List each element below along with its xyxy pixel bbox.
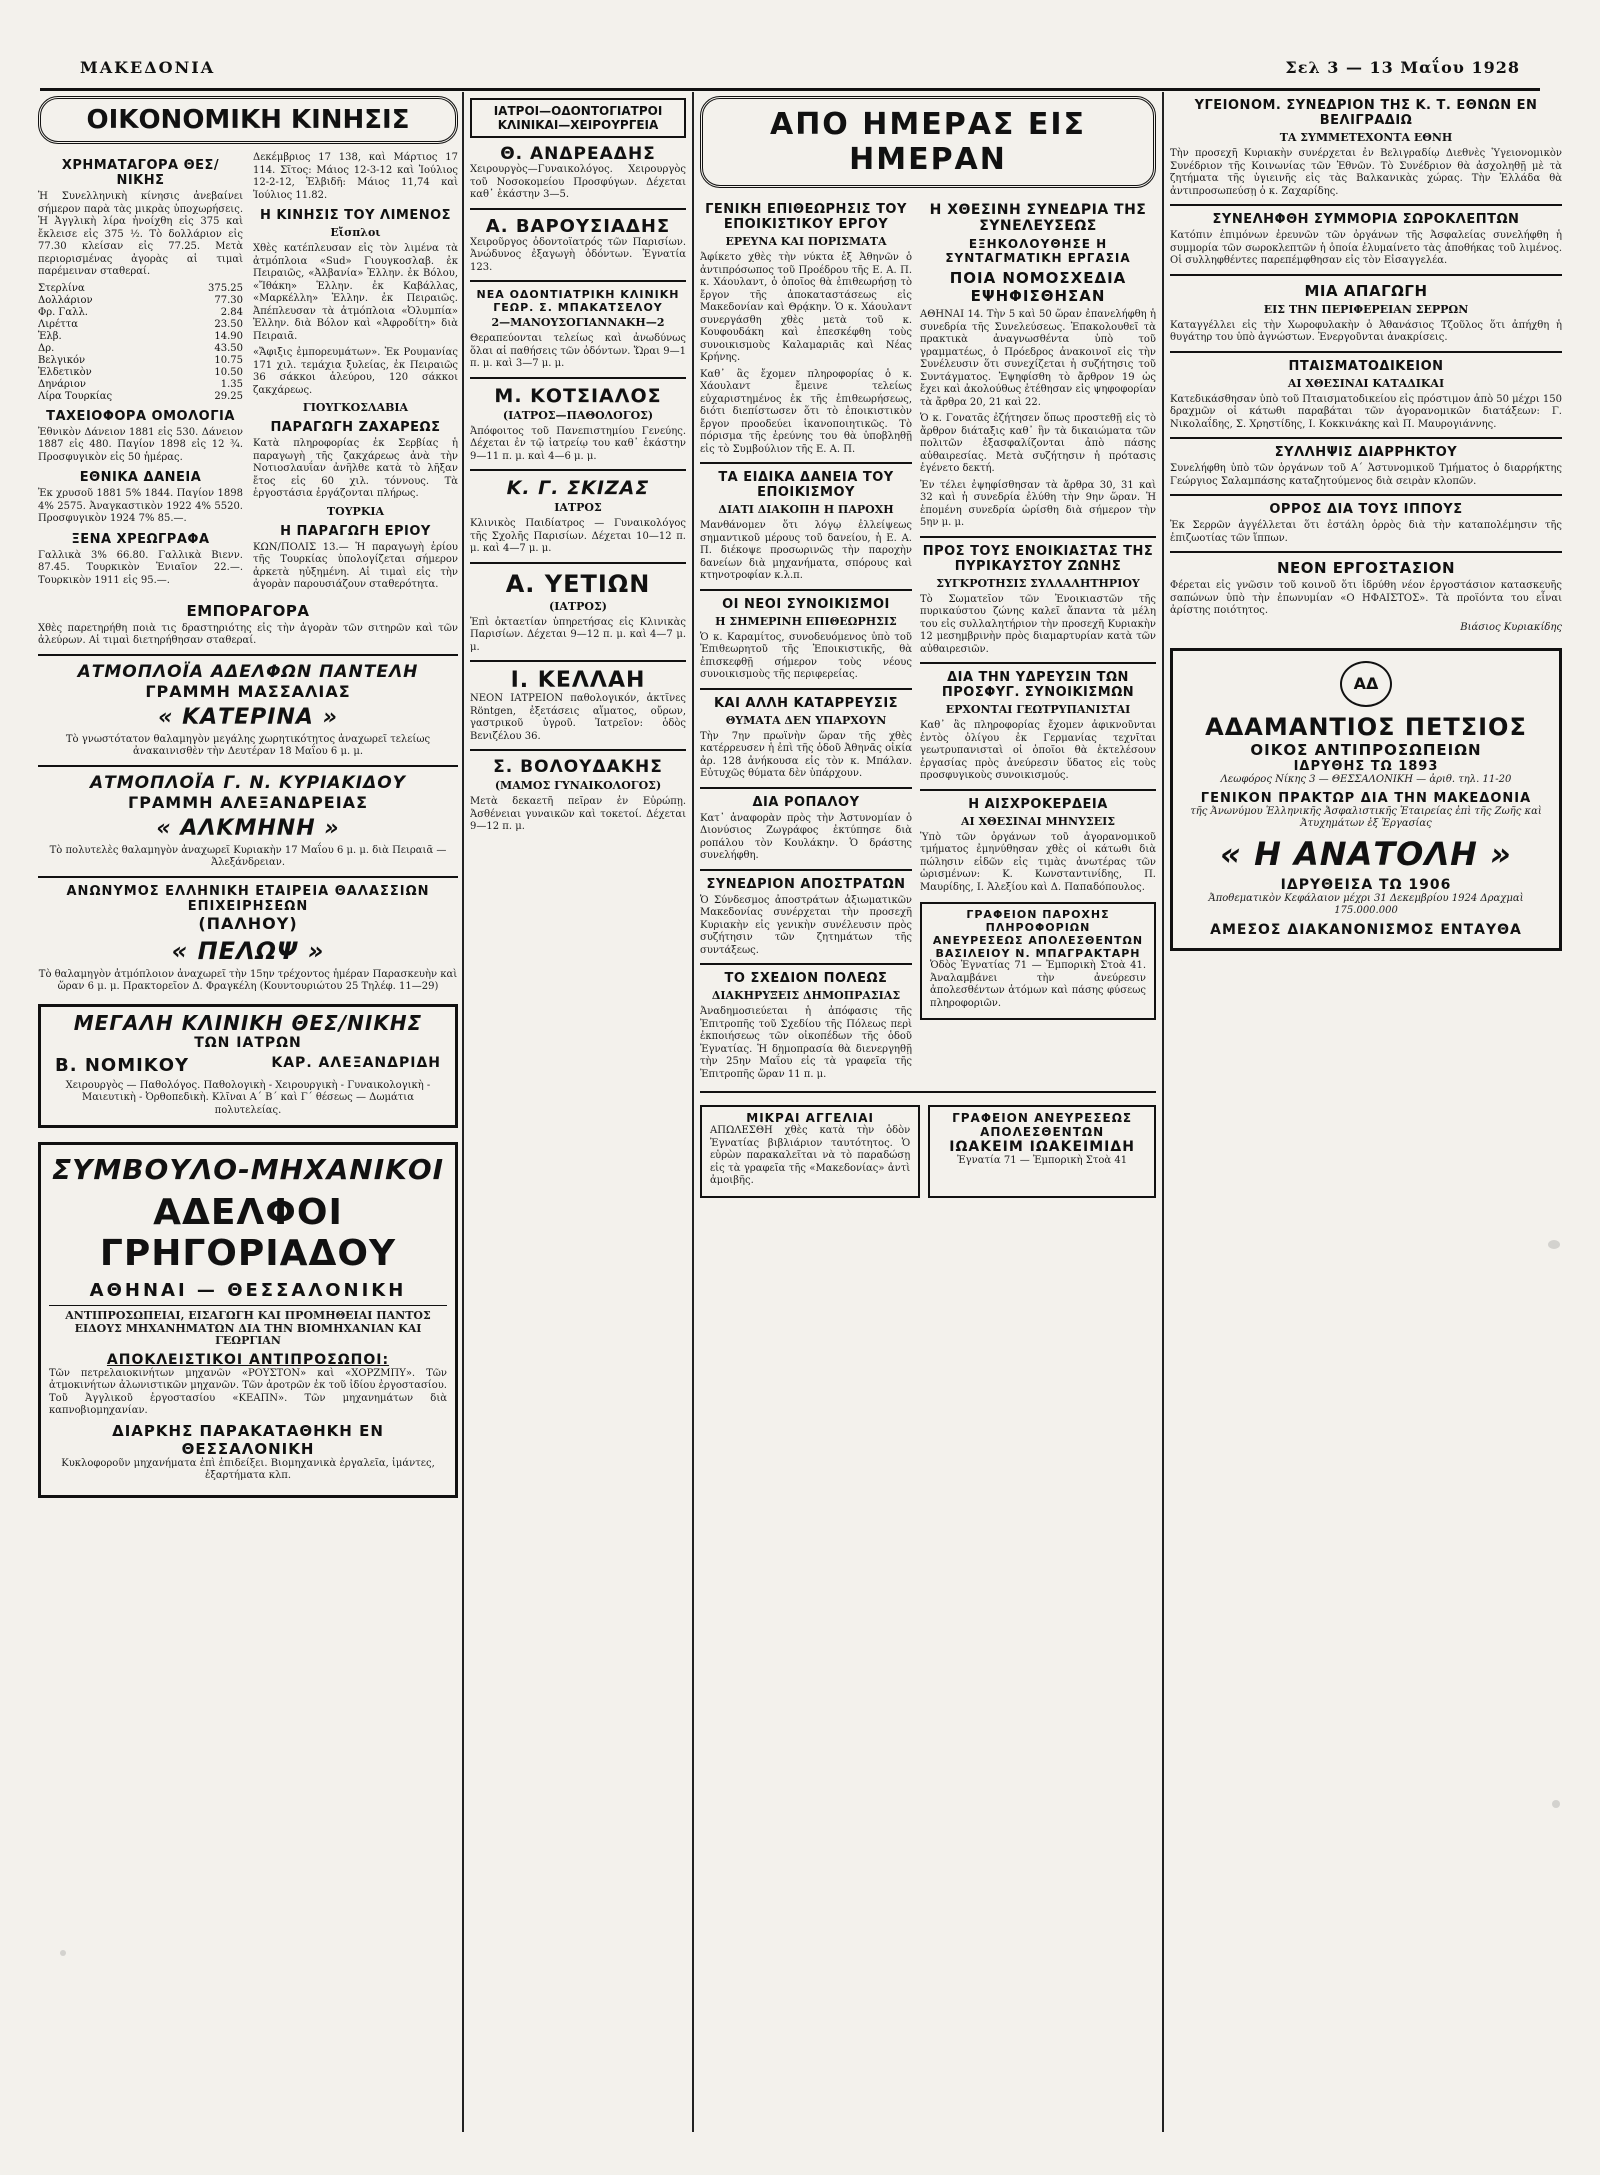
article-4-text: Τὴν 7ην πρωϊνὴν ὥραν τῆς χθὲς κατέρρευσεν ἡ ἐπὶ τῆς ὁδοῦ Ἀθηνᾶς οἰκία ἀρ. 128 ἀνήκουσα εἰς τὸν κ. Μπάλαν. Εὐτυχῶς θύματα δὲν ὑπάρχουν. — [700, 730, 912, 779]
article-3-text: Ὁ κ. Καραμίτος, συνοδευόμενος ὑπὸ τοῦ Ἐπιθεωρητοῦ τῆς Ἐποικιστικῆς, θὰ ἐπισκεφθῇ σήμερον τοὺς νέους συνοικισμοὺς τῆς περιφερείας. — [700, 631, 912, 680]
doctor-8-title: (ΜΑΜΟΣ ΓΥΝΑΙΚΟΛΟΓΟΣ) — [494, 779, 662, 792]
article-14-headline: ΜΙΑ ΑΠΑΓΩΓΗ — [1304, 281, 1428, 300]
insurance-capital: Ἀποθεματικὸν Κεφάλαιον μέχρι 31 Δεκεμβρίου 1924 Δραχμαὶ 175.000.000 — [1208, 892, 1524, 916]
engineers-title: ΣΥΜΒΟΥΛΟ-ΜΗΧΑΝΙΚΟΙ — [51, 1153, 445, 1186]
rate-row — [38, 379, 243, 391]
scan-speck — [1552, 1800, 1560, 1808]
office-ad-text: Ὁδὸς Ἐγνατίας 71 — Ἐμπορικὴ Στοὰ 41. Ἀναλαμβάνει τὴν ἀνεύρεσιν ἀπολεσθέντων ἀτόμων καὶ πάσης φύσεως πληροφοριῶν. — [930, 960, 1146, 1009]
insurance-ad-founded: ΙΔΡΥΘΗΣ ΤΩ 1893 — [1293, 759, 1439, 774]
commerce-text: Χθὲς παρετηρήθη ποιὰ τις δραστηριότης εἰς τὴν ἀγορὰν τῶν σιτηρῶν καὶ τῶν ἀλεύρων. Αἱ τιμαὶ διετηρήθησαν σταθεραί. — [38, 622, 458, 646]
article-1-text-2: Καθ᾿ ἃς ἔχομεν πληροφορίας ὁ κ. Χάουλαντ ἔμεινε τελείως εὐχαριστημένος ἐκ τῆς ἐπιθεωρήσεως, διότι διεπίστωσεν ὅτι τὸ ἐποικιστικὸν ἔργον προοδεύει ἱκανοποιητικῶς. Τὸ πόρισμα τῆς ἐρεύνης του θὰ ὑποβληθῇ εἰς τὸ Συμβούλιον τῆς Ε. Α. Π. — [700, 368, 912, 455]
article-9-text: Τὸ Σωματεῖον τῶν Ἐνοικιαστῶν τῆς πυρικαύστου ζώνης καλεῖ ἅπαντα τὰ μέλη του εἰς συλλαλητήριον τὴν προσεχῆ Κυριακὴν 12 μεσημβρινὴν πρὸς διαμαρτυρίαν κατὰ τῶν αὐθαιρεσιῶν. — [920, 593, 1156, 655]
loans-text: Ἐκ χρυσοῦ 1881 5% 1844. Παγίον 1898 4% 2575. Ἀναγκαστικὸν 1922 4% 5520. Προσφυγικὸν 1924 7% 85.—. — [38, 488, 243, 524]
clinic-doctor-1: Β. ΝΟΜΙΚΟΥ — [55, 1054, 190, 1076]
article-1-text: Ἀφίκετο χθὲς τὴν νύκτα ἐξ Ἀθηνῶν ὁ ἀντιπρόσωπος τοῦ Προέδρου τῆς Ε. Α. Π. κ. Χάουλαντ, ὁ ὁποῖος θὰ ἐπιθεωρήσῃ τὸ ἔργον τῆς ἀποκαταστάσεως εἰς Μακεδονίαν καὶ Θρᾴκην. Ὁ κ. Χάουλαντ συνεργάσθη χθὲς μετὰ τοῦ κ. Κουφουδάκη καὶ ἐπεσκέφθη τοὺς συνοικισμοὺς Καλαμαριᾶς καὶ Νέας Κρήνης. — [700, 252, 912, 363]
shipping-ad-3-text: Τὸ θαλαμηγὸν ἀτμόπλοιον ἀναχωρεῖ τὴν 15ην τρέχοντος ἡμέραν Παρασκευὴν καὶ ὥραν 6 μ. μ. Πρακτορεῖον Δ. Φραγκέλη (Κουντουριώτου 25 Τηλέφ. 11—29) — [38, 968, 458, 992]
foreign-heading: ΞΕΝΑ ΧΡΕΩΓΡΑΦΑ — [71, 531, 210, 547]
insurance-ad-address: Λεωφόρος Νίκης 3 — ΘΕΣΣΑΛΟΝΙΚΗ — ἀριθ. τηλ. 11-20 — [1220, 774, 1512, 785]
doctors-header: ΙΑΤΡΟΙ—ΟΔΟΝΤΟΓΙΑΤΡΟΙ ΚΛΙΝΙΚΑΙ—ΧΕΙΡΟΥΡΓΕΙΑ — [470, 98, 686, 138]
article-10-headline: ΔΙΑ ΤΗΝ ΥΔΡΕΥΣΙΝ ΤΩΝ ΠΡΟΣΦΥΓ. ΣΥΝΟΙΚΙΣΜΩΝ — [941, 670, 1135, 700]
article-14-text: Καταγγέλλει εἰς τὴν Χωροφυλακὴν ὁ Ἀθανάσιος Τζοῦλος ὅτι ἀπήχθη ἡ θυγάτηρ του ὑπὸ ἀγνώστων. Ἐνεργοῦνται ἀνακρίσεις. — [1170, 319, 1562, 343]
rate-currency: Δηνάριον — [38, 378, 86, 390]
market-heading: ΧΡΗΜΑΤΑΓΟΡΑ ΘΕΣ/ΝΙΚΗΣ — [61, 158, 220, 188]
doctor-3-name: ΝΕΑ ΟΔΟΝΤΙΑΤΡΙΚΗ ΚΛΙΝΙΚΗ ΓΕΩΡ. Σ. ΜΠΑΚΑΤΣΕΛΟΥ — [476, 288, 680, 314]
article-6-text: Ὁ Σύνδεσμος ἀποστράτων ἀξιωματικῶν Μακεδονίας συνέρχεται τὴν προσεχῆ Κυριακὴν εἰς γενικὴν συνέλευσιν πρὸς συζήτησιν τῶν ζητημάτων τῆς συντάξεως. — [700, 894, 912, 956]
doctor-4-title: (ΙΑΤΡΟΣ—ΠΑΘΟΛΟΓΟΣ) — [502, 408, 654, 422]
foreign-text: Γαλλικὰ 3% 66.80. Γαλλικὰ Βιενν. 87.45. Τουρκικὸν Ἑνιαῖον 22.—. Τουρκικὸν 1911 εἰς 95.—. — [38, 549, 243, 586]
arrivals-heading: Εἴσπλοι — [330, 226, 381, 239]
rate-row — [38, 307, 243, 319]
doctor-8-text: Μετὰ δεκαετῆ πεῖραν ἐν Εὐρώπῃ. Ἀσθένειαι γυναικῶν καὶ τοκετοί. Δέχεται 9—12 π. μ. — [470, 796, 686, 832]
article-9-subhead: ΣΥΓΚΡΟΤΗΣΙΣ ΣΥΛΛΑΛΗΤΗΡΙΟΥ — [936, 576, 1140, 590]
doctor-3-address: 2—ΜΑΝΟΥΣΟΓΙΑΝΝΑΚΗ—2 — [491, 316, 665, 329]
scan-speck — [60, 1950, 66, 1956]
article-10-subhead: ΕΡΧΟΝΤΑΙ ΓΕΩΤΡΥΠΑΝΙΣΤΑΙ — [945, 703, 1131, 716]
lost-persons-ad — [928, 1105, 1156, 1198]
shipping-ad-1-title: ΑΤΜΟΠΛΟΪΑ ΑΔΕΛΦΩΝ ΠΑΝΤΕΛΗ — [77, 661, 419, 682]
insurance-ad-subtitle: ΟΙΚΟΣ ΑΝΤΙΠΡΟΣΩΠΕΙΩΝ — [1250, 741, 1482, 759]
article-7-subhead: ΔΙΑΚΗΡΥΞΕΙΣ ΔΗΜΟΠΡΑΣΙΑΣ — [711, 989, 901, 1002]
continued-text: Δεκέμβριος 17 138, καὶ Μάρτιος 17 114. Σῖτος: Μάιος 12-3-12 καὶ Ἰούλιος 12-2-12, Ἑλβιδῆ: Μάιος 11,74 καὶ Ἰούλιος 11.82. — [253, 152, 458, 201]
main-banner: ΑΠΟ ΗΜΕΡΑΣ ΕΙΣ ΗΜΕΡΑΝ — [700, 96, 1156, 188]
rate-value: 2.84 — [220, 306, 243, 318]
lost-persons-name: ΙΩΑΚΕΙΜ ΙΩΑΚΕΙΜΙΔΗ — [949, 1139, 1135, 1155]
newspaper-name: ΜΑΚΕΔΟΝΙΑ — [80, 58, 216, 77]
article-14-subhead: ΕΙΣ ΤΗΝ ΠΕΡΙΦΕΡΕΙΑΝ ΣΕΡΡΩΝ — [1263, 302, 1469, 316]
rate-row — [38, 295, 243, 307]
rate-value: 77.30 — [214, 294, 243, 306]
article-11-headline: Η ΑΙΣΧΡΟΚΕΡΔΕΙΑ — [968, 796, 1108, 812]
scan-speck — [1548, 1240, 1560, 1249]
rate-currency: Φρ. Γαλλ. — [38, 306, 88, 318]
article-1-headline: ΓΕΝΙΚΗ ΕΠΙΘΕΩΡΗΣΙΣ ΤΟΥ ΕΠΟΙΚΙΣΤΙΚΟΥ ΕΡΓΟΥ — [705, 202, 907, 232]
doctor-8-name: Σ. ΒΟΛΟΥΔΑΚΗΣ — [493, 757, 663, 777]
rate-value: 23.50 — [214, 318, 243, 330]
article-15-text: Κατεδικάσθησαν ὑπὸ τοῦ Πταισματοδικείου εἰς πρόστιμον ἀπὸ 50 μέχρι 150 δραχμῶν οἱ κάτωθι παραβάται τῶν ἀγορανομικῶν διατάξεων: Γ. Νικολαΐδης, Σ. Χρηστίδης, Ι. Κοκκινάκης καὶ Π. Μαυρογιάννης. — [1170, 393, 1562, 430]
engineers-text: ΑΝΤΙΠΡΟΣΩΠΕΙΑΙ, ΕΙΣΑΓΩΓΗ ΚΑΙ ΠΡΟΜΗΘΕΙΑΙ ΠΑΝΤΟΣ ΕΙΔΟΥΣ ΜΗΧΑΝΗΜΑΤΩΝ ΔΙΑ ΤΗΝ ΒΙΟΜΗΧΑΝΙΑΝ ΚΑΙ ΓΕΩΡΓΙΑΝ — [65, 1309, 431, 1347]
masthead-date: Σελ 3 — 13 Μαΐου 1928 — [1285, 58, 1520, 77]
article-12-text: Τὴν προσεχῆ Κυριακὴν συνέρχεται ἐν Βελιγραδίῳ Διεθνὲς Ὑγειονομικὸν Συνέδριον τῆς Κοινωνίας τῶν Ἐθνῶν. Τὸ Συνέδριον θὰ ἀσχοληθῇ μὲ τὰ ζητήματα τῆς ὑγιεινῆς εἰς τὰς Βαλκανικὰς χώρας. Τὴν Ἑλλάδα θὰ ἀντιπροσωπεύσῃ ὁ κ. Ζαχαρίδης. — [1170, 148, 1562, 197]
article-15-subhead: ΑΙ ΧΘΕΣΙΝΑΙ ΚΑΤΑΔΙΚΑΙ — [1287, 376, 1445, 390]
shipping-ad-3-title: ΑΝΩΝΥΜΟΣ ΕΛΛΗΝΙΚΗ ΕΤΑΙΡΕΙΑ ΘΑΛΑΣΣΙΩΝ ΕΠΙΧΕΙΡΗΣΕΩΝ — [66, 883, 430, 914]
article-18-signature: Βιάσιος Κυριακίδης — [1460, 621, 1562, 633]
article-4-headline: ΚΑΙ ΑΛΛΗ ΚΑΤΑΡΡΕΥΣΙΣ — [713, 695, 899, 711]
article-4-subhead: ΘΥΜΑΤΑ ΔΕΝ ΥΠΑΡΧΟΥΝ — [725, 713, 887, 727]
rate-currency: Λιρέττα — [38, 318, 79, 330]
doctor-4-text: Ἀπόφοιτος τοῦ Πανεπιστημίου Γενεύης. Δέχεται ἐν τῷ ἰατρείῳ του καθ᾿ ἑκάστην 9—11 π. μ. καὶ 4—6 μ. μ. — [470, 425, 686, 462]
clinic-ad — [38, 1004, 458, 1129]
office-ad — [920, 902, 1156, 1020]
rate-currency: Δρ. — [38, 342, 55, 354]
finance-banner: ΟΙΚΟΝΟΜΙΚΗ ΚΙΝΗΣΙΣ — [38, 96, 458, 144]
bonds-text: Ἐθνικὸν Δάνειον 1881 εἰς 530. Δάνειον 1887 εἰς 480. Παγίον 1898 εἰς 12 ¾. Προσφυγικὸν εἰς 50 ἡμέρας. — [38, 426, 243, 463]
doctors-column — [470, 92, 686, 2137]
article-11-subhead: ΑΙ ΧΘΕΣΙΝΑΙ ΜΗΝΥΣΕΙΣ — [960, 814, 1116, 828]
rate-currency: Βελγικόν — [38, 354, 86, 366]
rate-currency: Δολλάριον — [38, 294, 93, 306]
doctor-2-name: Α. ΒΑΡΟΥΣΙΑΔΗΣ — [485, 215, 671, 237]
doctor-7-name: Ι. ΚΕΛΛΑΗ — [510, 668, 646, 693]
article-12-subhead: ΤΑ ΣΥΜΜΕΤΕΧΟΝΤΑ ΕΘΝΗ — [1279, 131, 1453, 144]
loans-heading: ΕΘΝΙΚΑ ΔΑΝΕΙΑ — [79, 470, 202, 485]
shipping-ad-1-text: Τὸ γνωστότατον θαλαμηγὸν μεγάλης χωρητικότητος ἀναχωρεῖ τελείως ἀνακαινισθὲν τὴν Δευτέραν 18 Μαΐου 6 μ. μ. — [65, 733, 431, 757]
article-15-headline: ΠΤΑΙΣΜΑΤΟΔΙΚΕΙΟΝ — [1288, 358, 1444, 374]
article-11-text: Ὑπὸ τῶν ὀργάνων τοῦ ἀγορανομικοῦ τμήματος ἐμηνύθησαν χθὲς οἱ κάτωθι διὰ πώλησιν εἰδῶν εἰς τιμὰς ἀνωτέρας τῶν ὡρισμένων: Κ. Κωνσταντινίδης, Π. Μαυρίδης, Ι. Ἀλεξίου καὶ Δ. Παπαδόπουλος. — [920, 831, 1156, 893]
port-text-2: «Ἄφιξις ἐμπορευμάτων». Ἐκ Ρουμανίας 171 χιλ. τεμάχια ξυλείας, ἐκ Πειραιῶς 36 σάκκοι ἀλεύρου, 120 σάκκοι ζακχάρεως. — [253, 347, 458, 396]
yugoslavia-heading: ΓΙΟΥΓΚΟΣΛΑΒΙΑ — [302, 401, 409, 414]
clinic-subtitle: ΤΩΝ ΙΑΤΡΩΝ — [194, 1034, 302, 1051]
lost-persons-heading: ΓΡΑΦΕΙΟΝ ΑΝΕΥΡΕΣΕΩΣ ΑΠΟΛΕΣΘΕΝΤΩΝ — [952, 1111, 1133, 1139]
engineers-cities: ΑΘΗΝΑΙ — ΘΕΣΣΑΛΟΝΙΚΗ — [89, 1280, 407, 1301]
doctor-2-text: Χειροῦργος ὀδοντοϊατρός τῶν Παρισίων. Ἀνώδυνος ἐξαγωγὴ ὀδόντων. Ἐγνατία 123. — [470, 236, 686, 273]
doctor-6-name: Α. ΥΕΤΙΩΝ — [505, 569, 651, 598]
divider — [38, 654, 458, 656]
clinic-text: Χειρουργὸς — Παθολόγος. Παθολογικὴ - Χειρουργικὴ - Γυναικολογικὴ - Μαιευτικὴ - Ὀρθοπεδικὴ. Κλῖναι Α΄ Β΄ καὶ Γ΄ θέσεως — Δωμάτια πολυτελείας. — [65, 1079, 431, 1116]
column-rule — [1162, 92, 1164, 2132]
port-heading: Η ΚΙΝΗΣΙΣ ΤΟΥ ΛΙΜΕΝΟΣ — [259, 208, 452, 223]
article-2-subhead: ΔΙΑΤΙ ΔΙΑΚΟΠΗ Η ΠΑΡΟΧΗ — [718, 503, 894, 516]
insurance-ad — [1170, 648, 1562, 951]
rate-row — [38, 391, 243, 403]
article-7-headline: ΤΟ ΣΧΕΔΙΟΝ ΠΟΛΕΩΣ — [724, 971, 888, 986]
masthead — [40, 58, 1540, 91]
rate-value: 375.25 — [208, 282, 243, 294]
market-text: Ἡ Συνελληνικὴ κίνησις ἀνεβαίνει σήμερον παρὰ τὰς μικρὰς ὑποχωρήσεις. Ἡ Ἀγγλικὴ λίρα ἠνοίχθη εἰς 375 καὶ ἔκλεισε εἰς 375 ½. Τὸ δολλάριον εἰς 77.30 κλείσαν εἰς 77.25. Μετὰ περιορισμένας ἀγορὰς αἱ τιμαὶ παρέμειναν σταθεραί. — [38, 191, 243, 277]
clinic-title: ΜΕΓΑΛΗ ΚΛΙΝΙΚΗ ΘΕΣ/ΝΙΚΗΣ — [73, 1010, 423, 1035]
article-8-text-2: Ὁ κ. Γονατᾶς ἐζήτησεν ὅπως προστεθῇ εἰς τὸ ἄρθρον διάταξις καθ᾿ ἣν τὰ δικαιώματα τῶν πολιτῶν ἐξασφαλίζονται ἀπὸ πάσης αὐθαιρεσίας. Μετὰ συζήτησιν ἡ πρότασις ἐγένετο δεκτή. — [920, 413, 1156, 474]
article-5-text: Κατ᾿ ἀναφορὰν πρὸς τὴν Ἀστυνομίαν ὁ Διονύσιος Ζωγράφος ἐκτύπησε διὰ ροπάλου τὸν Κουλάκην. Ὁ δράστης συνελήφθη. — [700, 812, 912, 861]
insurance-ad-name: ΑΔΑΜΑΝΤΙΟΣ ΠΕΤΣΙΟΣ — [1205, 713, 1527, 741]
article-3-headline: ΟΙ ΝΕΟΙ ΣΥΝΟΙΚΙΣΜΟΙ — [722, 596, 890, 612]
article-6-headline: ΣΥΝΕΔΡΙΟΝ ΑΠΟΣΤΡΑΤΩΝ — [706, 876, 906, 892]
rate-row — [38, 283, 243, 295]
rate-value: 43.50 — [214, 342, 243, 354]
article-8-text: ΑΘΗΝΑΙ 14. Τὴν 5 καὶ 50 ὥραν ἐπανελήφθη ἡ συνεδρία τῆς Συνελεύσεως. Ἐπακολουθεῖ τὰ πρακτικὰ ἀναγνωσθέντα ὑπὸ τοῦ γραμματέως, ὁ Πρόεδρος ἀνακοινοῖ εἰς τὴν Συνέλευσιν ὅτι συνεχίζεται ἡ συζήτησις τοῦ Συντάγματος. Ἐψηφίσθη τὸ ἄρθρον 19 ὡς ἔχει καὶ ἀκολούθως ἐτέθησαν εἰς ψηφοφορίαν τὰ ἄρθρα 20, 21 καὶ 22. — [920, 309, 1156, 408]
engineers-footer-2: Κυκλοφοροῦν μηχανήματα ἐπὶ ἐπιδείξει. Βιομηχανικὰ ἐργαλεῖα, ἱμάντες, ἐξαρτήματα κλπ. — [61, 1457, 435, 1481]
shipping-ad-2-line: ΓΡΑΜΜΗ ΑΛΕΞΑΝΔΡΕΙΑΣ — [128, 792, 368, 812]
article-18-headline: ΝΕΟΝ ΕΡΓΟΣΤΑΣΙΟΝ — [1276, 559, 1456, 577]
column-rule — [692, 92, 694, 2132]
article-17-text: Ἐκ Σερρῶν ἀγγέλλεται ὅτι ἐστάλη ὀρρὸς διὰ τὴν καταπολέμησιν τῆς ἐπιζωοτίας τῶν ἵππων. — [1170, 520, 1562, 544]
news-main — [700, 92, 1156, 2137]
turkey-heading: ΤΟΥΡΚΙΑ — [326, 504, 385, 518]
insurance-ad-agency-text: τῆς Ἀνωνύμου Ἑλληνικῆς Ἀσφαλιστικῆς Ἑταιρείας ἐπὶ τῆς Ζωῆς καὶ Ἀτυχημάτων ἐξ Ἐργασίας — [1190, 805, 1542, 829]
small-ads-heading: ΜΙΚΡΑΙ ΑΓΓΕΛΙΑΙ — [746, 1111, 874, 1125]
article-1-subhead: ΕΡΕΥΝΑ ΚΑΙ ΠΟΡΙΣΜΑΤΑ — [725, 235, 887, 248]
rate-row — [38, 355, 243, 367]
doctor-5-title: ΙΑΤΡΟΣ — [554, 501, 602, 514]
sugar-text: Κατὰ πληροφορίας ἐκ Σερβίας ἡ παραγωγὴ τῆς ζακχάρεως ἀνὰ τὴν Νοτιοσλαυΐαν ἀνῆλθε κατὰ τὸ λῆξαν ἔτος εἰς 60 χιλ. τόννους. Τὰ ἐργοστάσια ἐργάζονται πλήρως. — [253, 438, 458, 499]
rate-value: 10.50 — [214, 366, 243, 378]
doctor-5-name: Κ. Γ. ΣΚΙΖΑΣ — [506, 477, 650, 499]
insurance-company-name: « Η ΑΝΑΤΟΛΗ » — [1220, 834, 1512, 873]
commerce-heading: ΕΜΠΟΡΑΓΟΡΑ — [186, 601, 310, 620]
engineers-list: Τῶν πετρελαιοκινήτων μηχανῶν «ΡΟΥΣΤΟΝ» καὶ «ΧΟΡΖΜΠΥ». Τῶν ἀτμοκινήτων ἀλωνιστικῶν μηχανῶν. Τῶν ἀροτρῶν ἐκ τοῦ ἰδίου ἐργοστασίου. Τοῦ Ἀγγλικοῦ ἐργοστασίου «ΚΕΑΠΝ». Τῶν μηχανημάτων διὰ καπνοβιομηχανίαν. — [49, 1367, 447, 1416]
doctor-7-text: ΝΕΟΝ ΙΑΤΡΕΙΟΝ παθολογικόν, ἀκτῖνες Röntgen, ἐξετάσεις αἵματος, οὔρων, γαστρικοῦ ὑγροῦ. Ἰατρεῖον: ὁδὸς Βενιζέλου 36. — [470, 693, 686, 742]
insurance-ad-agency: ΓΕΝΙΚΟΝ ΠΡΑΚΤΩΡ ΔΙΑ ΤΗΝ ΜΑΚΕΔΟΝΙΑ — [1200, 790, 1532, 806]
engineers-name: ΑΔΕΛΦΟΙ ΓΡΗΓΟΡΙΑΔΟΥ — [99, 1192, 397, 1274]
rate-row — [38, 331, 243, 343]
article-8-subhead: ΕΞΗΚΟΛΟΥΘΗΣΕ Η ΣΥΝΤΑΓΜΑΤΙΚΗ ΕΡΓΑΣΙΑ — [945, 237, 1131, 265]
article-9-headline: ΠΡΟΣ ΤΟΥΣ ΕΝΟΙΚΙΑΣΤΑΣ ΤΗΣ ΠΥΡΙΚΑΥΣΤΟΥ ΖΩΝΗΣ — [922, 543, 1154, 574]
shipping-ad-2-text: Τὸ πολυτελὲς θαλαμηγὸν ἀναχωρεῖ Κυριακὴν 17 Μαΐου 6 μ. μ. διὰ Πειραιᾶ — Ἀλεξάνδρειαν. — [49, 844, 447, 868]
article-8-subhead-2: ΠΟΙΑ ΝΟΜΟΣΧΕΔΙΑ ΕΨΗΦΙΣΘΗΣΑΝ — [949, 269, 1127, 305]
rate-value: 14.90 — [214, 330, 243, 342]
article-12-headline: ΥΓΕΙΟΝΟΜ. ΣΥΝΕΔΡΙΟΝ ΤΗΣ Κ. Τ. ΕΘΝΩΝ ΕΝ ΒΕΛΙΓΡΑΔΙΩ — [1194, 98, 1538, 128]
article-8-text-3: Ἐν τέλει ἐψηφίσθησαν τὰ ἄρθρα 30, 31 καὶ 32 καὶ ἡ συνεδρία ἐλύθη τὴν 9ην ὥραν. Ἡ ἑπομένη συνεδρία ὡρίσθη διὰ σήμερον τὴν 5ην μ. μ. — [920, 479, 1156, 528]
article-5-headline: ΔΙΑ ΡΟΠΑΛΟΥ — [752, 794, 860, 810]
shipping-ad-2-ship: « ΑΛΚΜΗΝΗ » — [156, 815, 340, 841]
wool-text: ΚΩΝ/ΠΟΛΙΣ 13.— Ἡ παραγωγὴ ἐρίου τῆς Τουρκίας ὑπολογίζεται σήμερον ἀρκετὰ ηὐξημένη. Αἱ τιμαὶ εἰς τὴν ἀγορὰν παρουσιάζουν σταθερότητα. — [253, 541, 458, 590]
article-17-headline: ΟΡΡΟΣ ΔΙΑ ΤΟΥΣ ΙΠΠΟΥΣ — [1269, 502, 1463, 517]
rate-currency: Ἑλβ. — [38, 330, 62, 342]
doctor-5-text: Κλινικὸς Παιδίατρος — Γυναικολόγος τῆς Σχολῆς Παρισίων. Δέχεται 10—12 π. μ. καὶ 4—7 μ. μ. — [470, 518, 686, 554]
shipping-ad-1-ship: « ΚΑΤΕΡΙΝΑ » — [158, 704, 338, 730]
shipping-ad-3-company: (ΠΑΛΗΟΥ) — [198, 913, 298, 933]
article-13-text: Κατόπιν ἐπιμόνων ἐρευνῶν τῶν ὀργάνων τῆς Ἀσφαλείας συνελήφθη ἡ συμμορία τῶν σωροκλεπτῶν ἡ ὁποία ἐλυμαίνετο τὰς ἀποθήκας τοῦ λιμένος. Οἱ συλληφθέντες παρεπέμφθησαν εἰς τὸν Εἰσαγγελέα. — [1170, 230, 1562, 266]
column-rule — [462, 92, 464, 2132]
shipping-ad-3-ship: « ΠΕΛΩΨ » — [171, 936, 325, 965]
rate-currency: Στερλίνα — [38, 282, 85, 294]
shipping-ad-2-title: ΑΤΜΟΠΛΟΪΑ Γ. Ν. ΚΥΡΙΑΚΙΔΟΥ — [89, 772, 406, 793]
exchange-rates — [38, 283, 243, 403]
article-7-text: Ἀναδημοσιεύεται ἡ ἀπόφασις τῆς Ἐπιτροπῆς τοῦ Σχεδίου τῆς Πόλεως περὶ ἐκποιήσεως τῶν οἰκοπέδων τῆς ὁδοῦ Ἐγνατίας. Ἡ δημοπρασία θὰ διενεργηθῇ τὴν 25ην Μαΐου εἰς τὰ γραφεῖα τῆς Ἐπιτροπῆς ὥραν 11 π. μ. — [700, 1006, 912, 1080]
divider — [38, 765, 458, 767]
news-right-column — [1170, 92, 1562, 2137]
office-ad-subtitle: ΑΝΕΥΡΕΣΕΩΣ ΑΠΟΛΕΣΘΕΝΤΩΝ ΒΑΣΙΛΕΙΟΥ Ν. ΜΠΑΓΡΑΚΤΑΡΗ — [932, 934, 1144, 960]
doctor-6-title: (ΙΑΤΡΟΣ) — [549, 599, 607, 613]
insurance-ad-footer: ΑΜΕΣΟΣ ΔΙΑΚΑΝΟΝΙΣΜΟΣ ΕΝΤΑΥΘΑ — [1210, 921, 1522, 938]
insurance-company-year: ΙΔΡΥΘΕΙΣΑ ΤΩ 1906 — [1280, 876, 1452, 893]
rate-value: 29.25 — [214, 390, 243, 402]
finance-column — [38, 92, 458, 2137]
article-2-text: Μανθάνομεν ὅτι λόγῳ ἐλλείψεως σημαντικοῦ μέρους τοῦ δανείου, ἡ Ε. Α. Π. διέκοψε προσωρινῶς τὴν παροχὴν δανείων διὰ μηχανήματα, σπόρους καὶ κτηνοτροφίαν κ.λ.π. — [700, 520, 912, 581]
clinic-doctor-2: ΚΑΡ. ΑΛΕΞΑΝΔΡΙΔΗ — [271, 1054, 441, 1071]
shipping-ad-1-line: ΓΡΑΜΜΗ ΜΑΣΣΑΛΙΑΣ — [145, 681, 351, 701]
rate-currency: Ἑλδετικὸν — [38, 366, 92, 378]
doctor-3-text: Θεραπεύονται τελείως καὶ ἀνωδύνως ὅλαι αἱ παθήσεις τῶν ὀδόντων. Ὥραι 9—1 π. μ. καὶ 3—7 μ. μ. — [470, 333, 686, 369]
article-10-text: Καθ᾿ ἃς πληροφορίας ἔχομεν ἀφικνοῦνται ἐντὸς ὀλίγου ἐκ Γερμανίας τεχνῖται γεωτρυπανισταὶ οἱ ὁποῖοι θὰ ἐκτελέσουν ἐργασίας πρὸς ἀνεύρεσιν ὕδατος εἰς τοὺς προσφυγικοὺς συνοικισμούς. — [920, 720, 1156, 781]
article-16-headline: ΣΥΛΛΗΨΙΣ ΔΙΑΡΡΗΚΤΟΥ — [1274, 445, 1458, 460]
doctor-6-text: Ἐπὶ ὀκταετίαν ὑπηρετήσας εἰς Κλινικὰς Παρισίων. Δέχεται 9—12 π. μ. καὶ 4—7 μ. μ. — [470, 616, 686, 653]
engineers-ad — [38, 1142, 458, 1498]
port-text: Χθὲς κατέπλευσαν εἰς τὸν λιμένα τὰ ἀτμόπλοια «Sud» Γιουγκοσλαβ. ἐκ Πειραιῶς, «Ἀλβανία» Ἑλλην. ἐκ Βόλου, «Ἴθάκη» Ἑλλην. ἐκ Καβάλλας, «Μαρκέλλη» Ἑλλην. ἐκ Πειραιῶς. Ἀπέπλευσαν τὰ ἀτμόπλοια «Ὀλυμπία» Ἑλλην. διὰ Βόλον καὶ «Ἀφροδίτη» διὰ Πειραιᾶ. — [253, 243, 458, 342]
doctor-1-text: Χειρουργὸς—Γυναικολόγος. Χειρουργὸς τοῦ Νοσοκομείου Προσφύγων. Δέχεται καθ᾿ ἑκάστην 3—5. — [470, 164, 686, 200]
engineers-reps: ΑΠΟΚΛΕΙΣΤΙΚΟΙ ΑΝΤΙΠΡΟΣΩΠΟΙ: — [106, 1351, 390, 1368]
article-18-text: Φέρεται εἰς γνῶσιν τοῦ κοινοῦ ὅτι ἱδρύθη νέον ἐργοστάσιον κατασκευῆς σαπώνων ὑπὸ τὴν ἐπωνυμίαν «Ο ΗΦΑΙΣΤΟΣ». Τὰ προϊόντα του εἶναι ἀρίστης ποιότητος. — [1170, 580, 1562, 616]
small-ads-text: ΑΠΩΛΕΣΘΗ χθὲς κατὰ τὴν ὁδὸν Ἐγνατίας βιβλιάριον ταυτότητος. Ὁ εὑρὼν παρακαλεῖται νὰ τὸ παραδώσῃ εἰς τὰ γραφεῖα τῆς «Μακεδονίας» ἀντὶ ἀμοιβῆς. — [710, 1125, 911, 1186]
bonds-heading: ΤΑΧΕΙΟΦΟΡΑ ΟΜΟΛΟΓΙΑ — [46, 408, 235, 424]
rate-row — [38, 367, 243, 379]
article-3-subhead: Η ΣΗΜΕΡΙΝΗ ΕΠΙΘΕΩΡΗΣΙΣ — [715, 614, 897, 628]
insurance-logo: ΑΔ — [1340, 661, 1392, 707]
office-ad-title: ΓΡΑΦΕΙΟΝ ΠΑΡΟΧΗΣ ΠΛΗΡΟΦΟΡΙΩΝ — [966, 908, 1110, 934]
wool-heading: Η ΠΑΡΑΓΩΓΗ ΕΡΙΟΥ — [280, 523, 431, 539]
doctor-1-name: Θ. ΑΝΔΡΕΑΔΗΣ — [500, 144, 656, 164]
rate-value: 10.75 — [214, 354, 243, 366]
article-2-headline: ΤΑ ΕΙΔΙΚΑ ΔΑΝΕΙΑ ΤΟΥ ΕΠΟΙΚΙΣΜΟΥ — [718, 470, 894, 500]
rate-row — [38, 319, 243, 331]
small-ads — [700, 1105, 920, 1198]
rate-value: 1.35 — [220, 378, 243, 390]
engineers-footer: ΔΙΑΡΚΗΣ ΠΑΡΑΚΑΤΑΘΗΚΗ ΕΝ ΘΕΣΣΑΛΟΝΙΚΗ — [112, 1421, 384, 1458]
sugar-heading: ΠΑΡΑΓΩΓΗ ΖΑΧΑΡΕΩΣ — [270, 420, 441, 435]
rate-row — [38, 343, 243, 355]
divider — [38, 876, 458, 878]
article-13-headline: ΣΥΝΕΛΗΦΘΗ ΣΥΜΜΟΡΙΑ ΣΩΡΟΚΛΕΠΤΩΝ — [1212, 212, 1520, 227]
article-8-headline: Η ΧΘΕΣΙΝΗ ΣΥΝΕΔΡΙΑ ΤΗΣ ΣΥΝΕΛΕΥΣΕΩΣ — [929, 202, 1147, 234]
article-16-text: Συνελήφθη ὑπὸ τῶν ὀργάνων τοῦ Α΄ Ἀστυνομικοῦ Τμήματος ὁ διαρρήκτης Γεώργιος Σαλαμπάσης καταζητούμενος διὰ σειρὰν κλοπῶν. — [1170, 463, 1562, 487]
rate-currency: Λίρα Τουρκίας — [38, 390, 113, 402]
lost-persons-text: Ἐγνατία 71 — Ἐμπορικὴ Στοὰ 41 — [957, 1155, 1128, 1166]
doctor-4-name: Μ. ΚΟΤΣΙΑΛΟΣ — [494, 384, 662, 407]
